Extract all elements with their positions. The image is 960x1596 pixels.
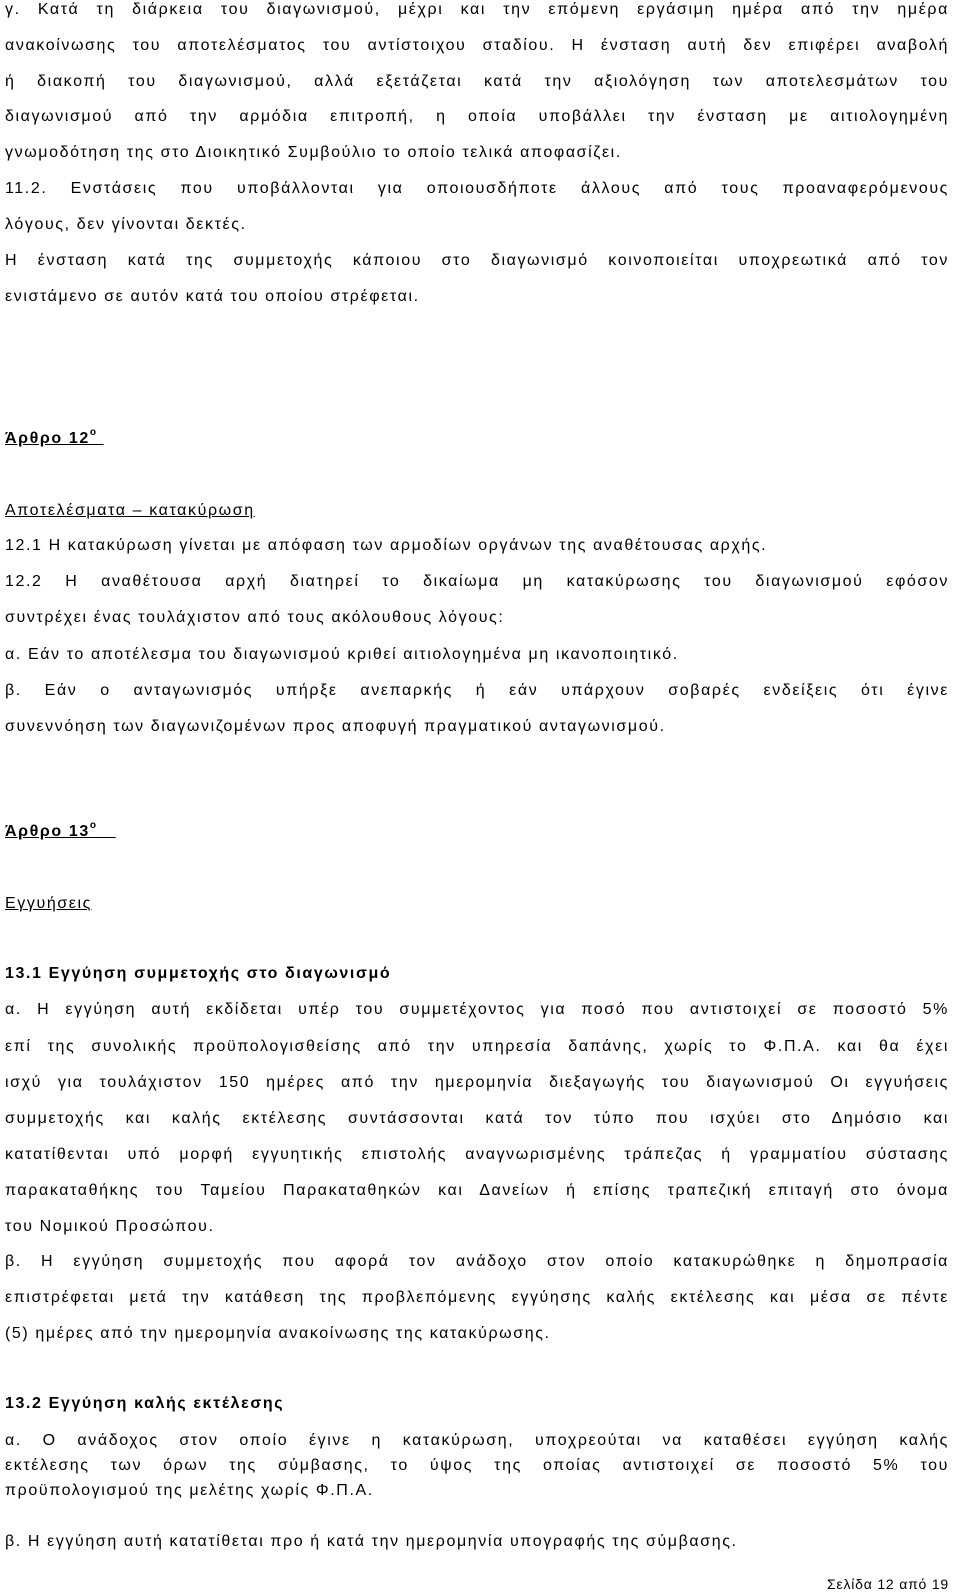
paragraph-line: 12.2 Η αναθέτουσα αρχή διατηρεί το δικαίωμα μη κατακύρωσης του διαγωνισμού εφόσον [5, 573, 949, 590]
paragraph-line: α. Η εγγύηση αυτή εκδίδεται υπέρ του συμμετέχοντος για ποσό που αντιστοιχεί σε ποσοστό 5% [5, 1001, 949, 1018]
paragraph-line: (5) ημέρες από την ημερομηνία ανακοίνωσης της κατακύρωσης. [5, 1325, 551, 1342]
article-13-subtitle: Εγγυήσεις [5, 895, 92, 912]
paragraph-line: επί της συνολικής προϋπολογισθείσης από την υπηρεσία δαπάνης, χωρίς το Φ.Π.Α. και θα έχει [5, 1038, 949, 1055]
paragraph-line: διαγωνισμού από την αρμόδια επιτροπή, η οποία υποβάλλει την ένσταση με αιτιολογημένη [5, 108, 949, 125]
paragraph-line: κατατίθενται υπό μορφή εγγυητικής επιστολής αναγνωρισμένης τράπεζας ή γραμματίου σύστασης [5, 1146, 949, 1163]
paragraph-line: γνωμοδότηση της στο Διοικητικό Συμβούλιο το οποίο τελικά αποφασίζει. [5, 144, 622, 161]
paragraph-line: α. Εάν το αποτέλεσμα του διαγωνισμού κριθεί αιτιολογημένα μη ικανοποιητικό. [5, 646, 679, 663]
paragraph-line: ανακοίνωσης του αποτελέσματος του αντίστοιχου σταδίου. Η ένσταση αυτή δεν επιφέρει αναβολή [5, 37, 949, 54]
paragraph-line: ή διακοπή του διαγωνισμού, αλλά εξετάζεται κατά την αξιολόγηση των αποτελεσμάτων του [5, 73, 949, 90]
paragraph-line: συνεννόηση των διαγωνιζομένων προς αποφυγή πραγματικού ανταγωνισμού. [5, 718, 666, 735]
paragraph-line: ισχύ για τουλάχιστον 150 ημέρες από την ημερομηνία διεξαγωγής του διαγωνισμού Οι εγγυήσεις [5, 1074, 949, 1091]
paragraph-line: παρακαταθήκης του Ταμείου Παρακαταθηκών και Δανείων ή επίσης τραπεζική επιταγή στο όνομα [5, 1182, 949, 1199]
paragraph-line: α. Ο ανάδοχος στον οποίο έγινε η κατακύρωση, υποχρεούται να καταθέσει εγγύηση καλής [5, 1432, 949, 1449]
section-13-2-title: 13.2 Εγγύηση καλής εκτέλεσης [5, 1395, 285, 1412]
section-13-1-title: 13.1 Εγγύηση συμμετοχής στο διαγωνισμό [5, 965, 392, 982]
paragraph-line: 12.1 Η κατακύρωση γίνεται με απόφαση των αρμοδίων οργάνων της αναθέτουσας αρχής. [5, 537, 768, 554]
page-number: Σελίδα 12 από 19 [826, 1576, 949, 1592]
paragraph-line: Η ένσταση κατά της συμμετοχής κάποιου στο διαγωνισμό κοινοποιείται υποχρεωτικά από τον [5, 252, 949, 269]
paragraph-line: εκτέλεσης των όρων της σύμβασης, το ύψος της οποίας αντιστοιχεί σε ποσοστό 5% του [5, 1457, 949, 1474]
paragraph-line: γ. Κατά τη διάρκεια του διαγωνισμού, μέχρι και την επόμενη εργάσιμη ημέρα από την ημέρα [5, 1, 949, 18]
paragraph-line: λόγους, δεν γίνονται δεκτές. [5, 216, 247, 233]
paragraph-line: επιστρέφεται μετά την κατάθεση της προβλεπόμενης εγγύησης καλής εκτέλεσης και μέσα σε πέντε [5, 1289, 949, 1306]
paragraph-line: του Νομικού Προσώπου. [5, 1218, 215, 1235]
article-12-heading: Άρθρο $12^o$ [5, 427, 98, 447]
paragraph-line: β. Η εγγύηση συμμετοχής που αφορά τον ανάδοχο στον οποίο κατακυρώθηκε η δημοπρασία [5, 1253, 949, 1270]
paragraph-line: συντρέχει ένας τουλάχιστον από τους ακόλουθους λόγους: [5, 609, 505, 626]
paragraph-line: β. Η εγγύηση αυτή κατατίθεται προ ή κατά την ημερομηνία υπογραφής της σύμβασης. [5, 1533, 738, 1550]
paragraph-line: ενιστάμενο σε αυτόν κατά του οποίου στρέφεται. [5, 288, 420, 305]
article-12-subtitle: Αποτελέσματα – κατακύρωση [5, 502, 255, 519]
paragraph-line: συμμετοχής και καλής εκτέλεσης συντάσσονται κατά τον τύπο που ισχύει στο Δημόσιο και [5, 1110, 949, 1127]
paragraph-line: β. Εάν ο ανταγωνισμός υπήρξε ανεπαρκής ή εάν υπάρχουν σοβαρές ενδείξεις ότι έγινε [5, 682, 949, 699]
paragraph-line: 11.2. Ενστάσεις που υποβάλλονται για οποιουσδήποτε άλλους από τους προαναφερόμενους [5, 180, 949, 197]
paragraph-line: προϋπολογισμού της μελέτης χωρίς Φ.Π.Α. [5, 1482, 374, 1499]
article-13-heading: Άρθρο $13^o$ [5, 820, 98, 840]
